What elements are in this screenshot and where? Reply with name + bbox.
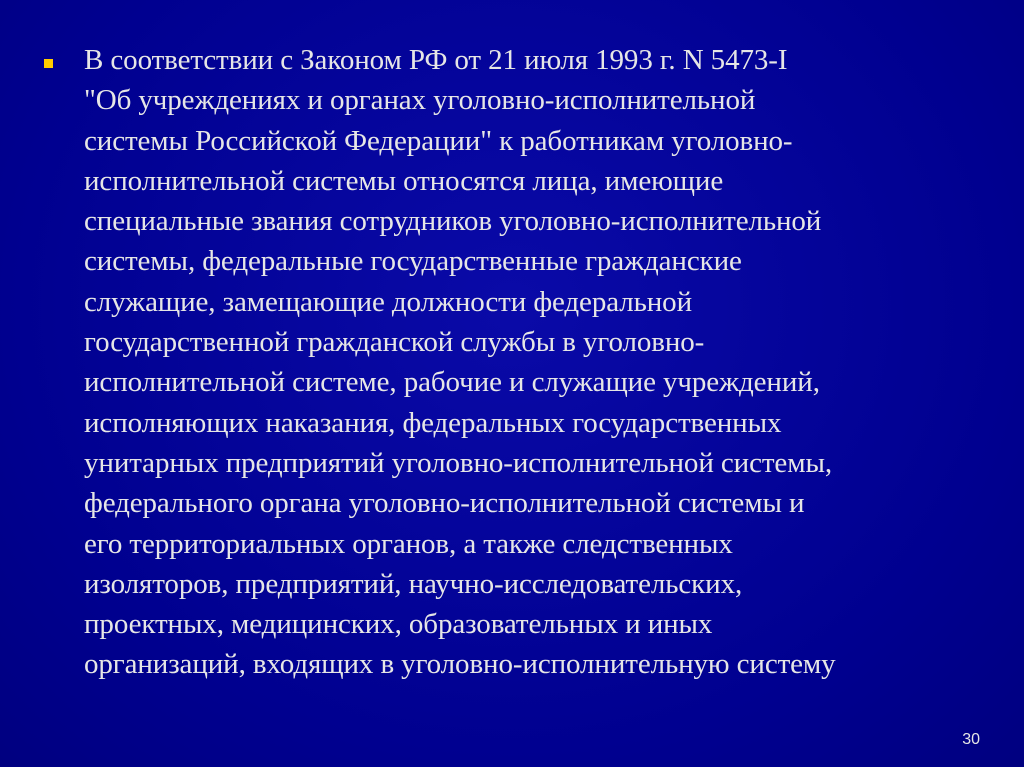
text-line: специальные звания сотрудников уголовно-исполнительной [84,205,822,238]
text-line: государственной гражданской службы в уголовно- [84,326,705,359]
text-line: унитарных предприятий уголовно-исполнительной системы, [84,446,832,479]
page-number: 30 [962,731,980,748]
text-line: В соответствии с Законом РФ от 21 июля 1993 г. N 5473-I [84,44,788,76]
text-line: "Об учреждениях и органах уголовно-исполнительной [84,84,756,117]
text-line: изоляторов, предприятий, научно-исследовательских, [84,567,743,600]
text-line: исполнительной системы относятся лица, имеющие [84,164,724,197]
text-line: системы, федеральные государственные гражданские [84,245,742,278]
text-line: системы Российской Федерации" к работникам уголовно- [84,124,793,157]
text-line: его территориальных органов, а также следственных [84,527,733,560]
bullet-text [84,40,1014,685]
text-line: служащие, замещающие должности федеральной [84,285,692,318]
text-line: исполняющих наказания, федеральных государственных [84,406,782,439]
text-line: федерального органа уголовно-исполнительной системы и [84,487,805,520]
text-line: исполнительной системе, рабочие и служащие учреждений, [84,366,820,399]
square-bullet-icon [44,59,53,68]
text-line: организаций, входящих в уголовно-исполнительную систему [84,648,836,681]
text-line: проектных, медицинских, образовательных и иных [84,608,713,641]
